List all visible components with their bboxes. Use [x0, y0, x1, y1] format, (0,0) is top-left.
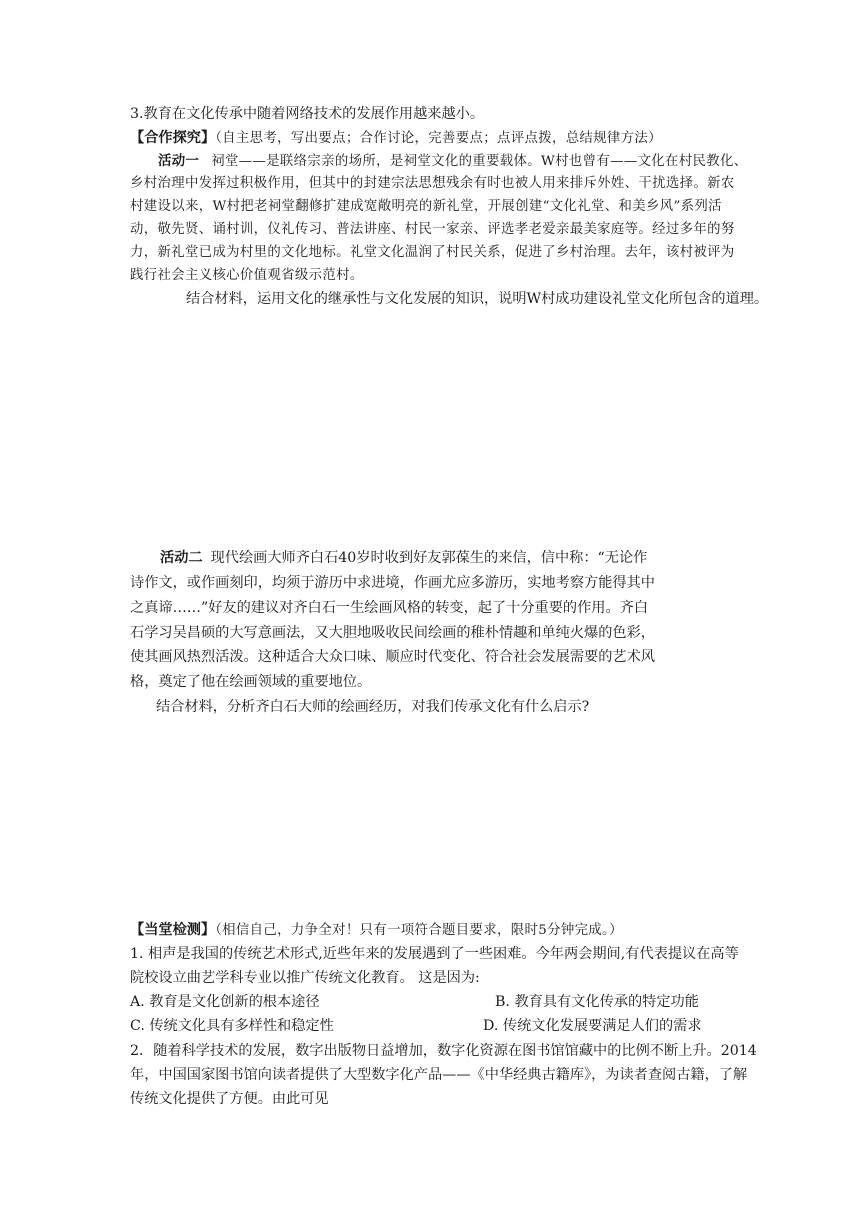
q1-option-a: A. 教育是文化创新的根本途径 [130, 994, 320, 1010]
check-heading: 【当堂检测】 [130, 922, 216, 938]
cooperation-heading: 【合作探究】 [130, 130, 216, 146]
activity2-line-5: 格，奠定了他在绘画领域的重要地位。 [130, 674, 372, 690]
activity1-line-4: 力，新礼堂已成为村里的文化地标。礼堂文化温润了村民关系，促进了乡村治理。去年，该村被评为 [130, 245, 735, 260]
q1-line-1: 院校设立曲艺学科专业以推广传统文化教育。 这是因为: [130, 970, 480, 986]
activity2-text: 现代绘画大师齐白石40岁时收到好友郭葆生的来信，信中称：“无论作 [210, 550, 648, 566]
activity2-line-0 [160, 548, 647, 568]
check-section [130, 920, 623, 941]
activity1-line-1: 乡村治理中发挥过积极作用，但其中的封建宗法思想残余有时也被人用来排斥外姓、干扰选择。新农 [130, 176, 735, 191]
check-instruction: （相信自己，力争全对！只有一项符合题目要求，限时5分钟完成。） [215, 923, 623, 938]
q1-option-d: D. 传统文化发展要满足人们的需求 [483, 1018, 702, 1034]
activity1-text: 祠堂——是联络宗亲的场所，是祠堂文化的重要载体。W村也曾有——文化在村民教化、 [211, 154, 748, 169]
activity2-line-1: 诗作文，或作画刻印，均须于游历中求进境，作画尤应多游历，实地考察方能得其中 [130, 575, 655, 591]
q1-option-b: B. 教育具有文化传承的特定功能 [495, 994, 699, 1010]
q1-option-c: C. 传统文化具有多样性和稳定性 [130, 1018, 334, 1034]
activity1-question: 结合材料，运用文化的继承性与文化发展的知识，说明W村成功建设礼堂文化所包含的道理。 [186, 291, 769, 307]
cooperation-instruction: （自主思考，写出要点；合作讨论，完善要点；点评点拨，总结规律方法） [215, 131, 662, 146]
activity1-line-5: 践行社会主义核心价值观省级示范村。 [130, 268, 364, 283]
q2-line-1: 年，中国国家图书馆向读者提供了大型数字化产品——《中华经典古籍库》，为读者查阅古籍，了解 [130, 1067, 748, 1083]
q1-line-0: 1. 相声是我国的传统艺术形式,近些年来的发展遇到了一些困难。今年两会期间,有代表提议在高等 [130, 946, 739, 962]
q2-line-0: 2．随着科学技术的发展，数字出版物日益增加，数字化资源在图书馆馆藏中的比例不断上升。2014 [130, 1043, 757, 1059]
intro-item: 3.教育在文化传承中随着网络技术的发展作用越来越小。 [130, 106, 485, 122]
activity2-line-3: 石学习吴昌硕的大写意画法，又大胆地吸收民间绘画的稚朴情趣和单纯火爆的色彩， [130, 625, 655, 641]
activity1-line-0 [158, 151, 748, 172]
activity2-line-4: 使其画风热烈活泼。这种适合大众口味、顺应时代变化、符合社会发展需要的艺术风 [130, 649, 655, 665]
cooperation-section [130, 128, 662, 149]
activity1-line-3: 动，敬先贤、诵村训，仪礼传习、普法讲座、村民一家亲、评选孝老爱亲最美家庭等。经过多年的努 [130, 222, 735, 237]
activity1-line-2: 村建设以来，W村把老祠堂翻修扩建成宽敞明亮的新礼堂，开展创建“文化礼堂、和美乡风”系列活 [130, 199, 722, 214]
activity2-line-2: 之真谛……”好友的建议对齐白石一生绘画风格的转变，起了十分重要的作用。齐白 [130, 600, 649, 616]
activity2-label: 活动二 [160, 550, 203, 566]
activity2-question: 结合材料，分析齐白石大师的绘画经历，对我们传承文化有什么启示? [156, 699, 590, 715]
q2-line-2: 传统文化提供了方便。由此可见 [130, 1091, 329, 1107]
activity1-label: 活动一 [158, 153, 200, 169]
